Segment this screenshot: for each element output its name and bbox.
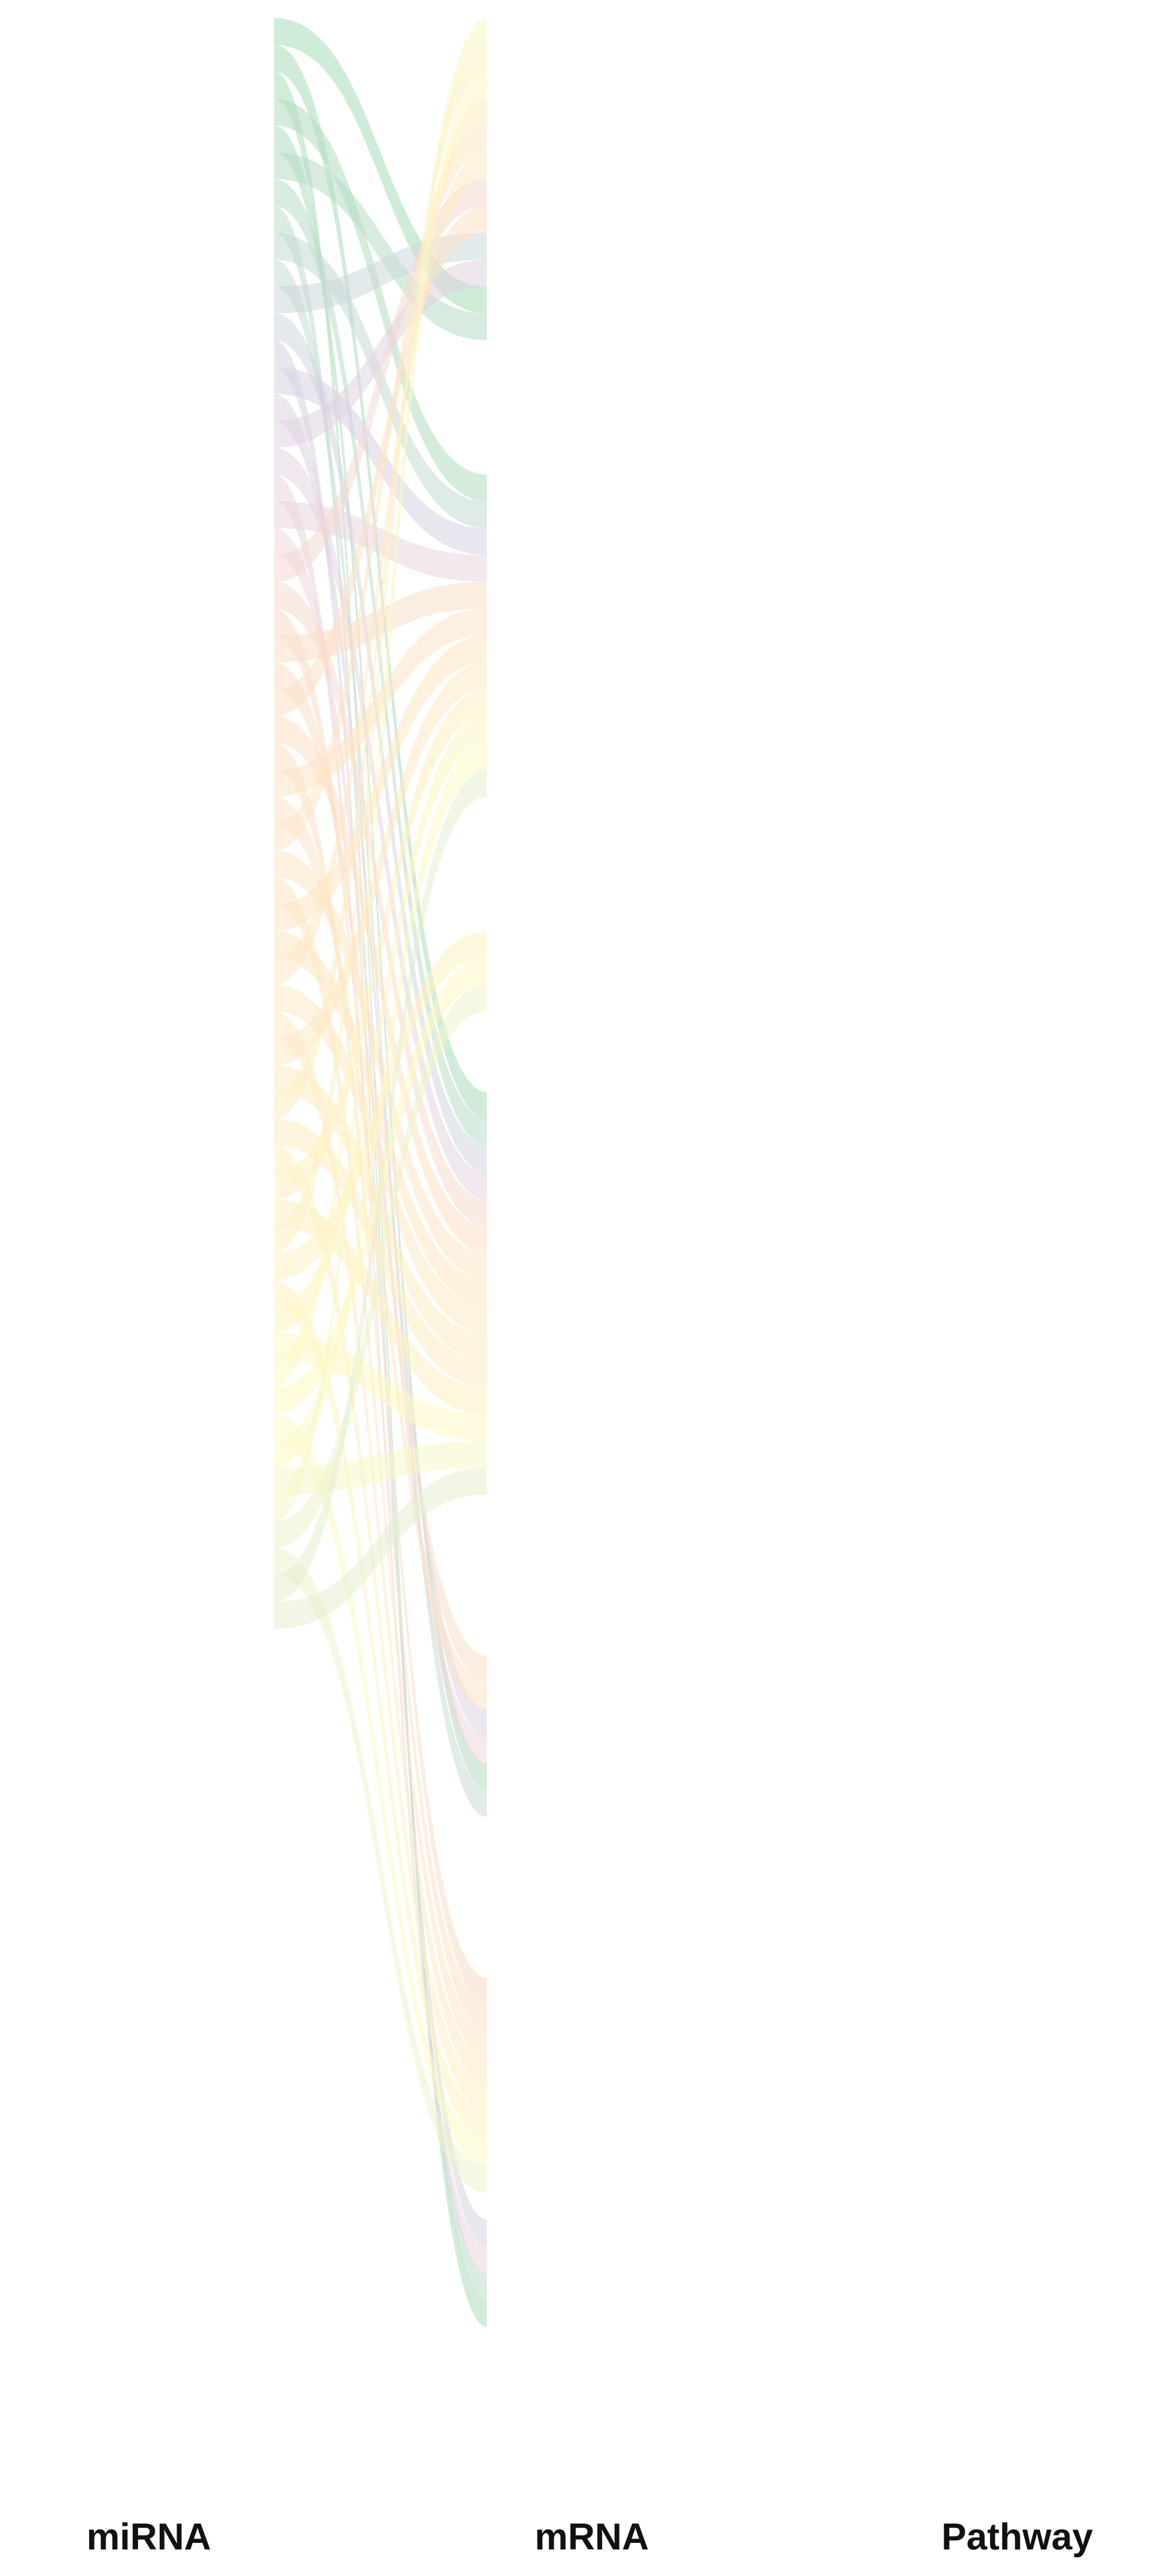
links-layer <box>274 18 487 2327</box>
column-header-pathway: Pathway <box>941 2516 1093 2558</box>
column-header-mrna: mRNA <box>535 2516 649 2558</box>
column-header-mirna: miRNA <box>86 2516 212 2558</box>
